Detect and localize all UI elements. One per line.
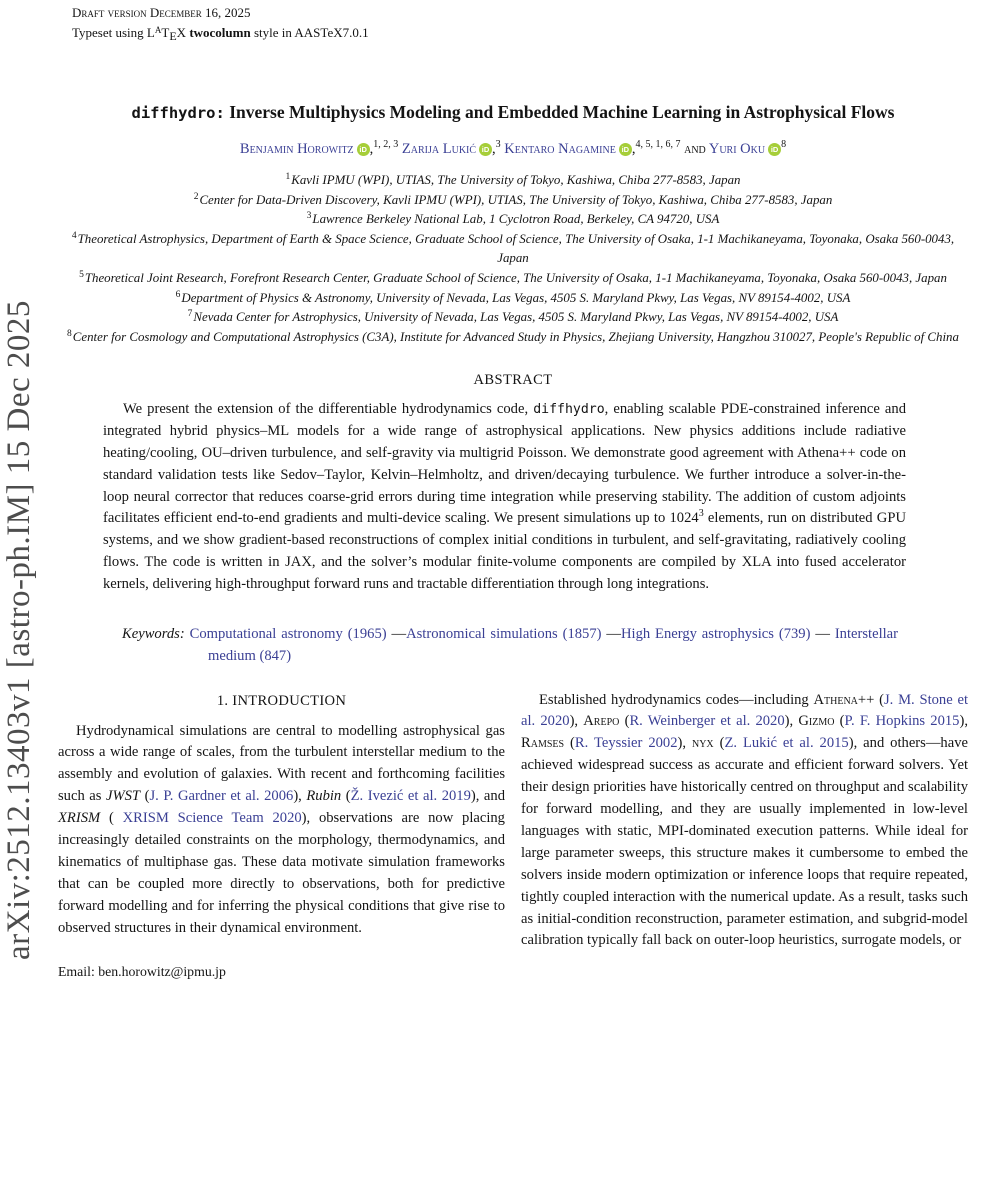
abstract-text: [103, 399, 906, 595]
text-segment: Ramses: [521, 735, 565, 752]
introduction-paragraph: [58, 721, 505, 940]
affiliation-number: 4: [71, 230, 77, 241]
affiliation-line: $^6$Department of Physics & Astronomy, University of Nevada, Las Vegas, 4505 S. Maryland Pkwy, Las Vegas, NV 89154-4002, USA: [175, 289, 851, 305]
affiliation-number: 2: [193, 191, 199, 202]
text-segment: JWST: [105, 788, 141, 805]
keyword-link[interactable]: High Energy astrophysics (739): [620, 625, 811, 642]
citation-link[interactable]: XRISM Science Team 2020: [122, 810, 302, 827]
citation-link[interactable]: J. P. Gardner et al. 2006: [149, 788, 294, 805]
text-segment: , enabling scalable PDE-constrained inference and integrated hybrid physics–ML models for a wide range of astrophysical applications. New physics additions include radiative heating/cooling, OU–driven turbulence, and self-gravity via multigrid Poisson. We demonstrate good agreement with Athena++ code on standard validation tests like Sedov–Taylor, Kelvin–Helmholtz, and driven/decaying turbulence. We further introduce a solver-in-the-loop neural corrector that reduces coarse-grid errors during time integration while preserving stability. The addition of custom adjoints facilitates efficient end-to-end gradients and multi-device scaling. We present simulations up to 1024: [103, 401, 906, 527]
section-heading-introduction: 1. INTRODUCTION: [216, 692, 347, 709]
text-segment: twocolumn: [189, 24, 251, 40]
affiliation-number: 5: [79, 269, 84, 280]
text-segment: (: [834, 713, 845, 730]
text-segment: (: [100, 810, 123, 827]
author-separator: ,: [492, 141, 496, 157]
affiliation-number: 6: [175, 289, 181, 300]
text-segment: Hydrodynamical simulations are central to modelling astrophysical gas across a wide range of scales, from the turbulent interstellar medium to the assembly and evolution of galaxies. With recent and forthcoming facilities such as: [58, 722, 505, 805]
text-segment: ), and: [470, 788, 506, 805]
text-segment: Typeset using: [72, 24, 147, 40]
affiliation-line: $^2$Center for Data-Driven Discovery, Kavli IPMU (WPI), UTIAS, The University of Tokyo, Kashiwa, Chiba 277-8583, Japan: [193, 191, 833, 207]
text-segment: diffhydro: [533, 402, 605, 418]
draft-header: [72, 5, 968, 44]
email-footnote: Email: ben.horowitz@ipmu.jp: [58, 963, 226, 979]
text-segment: —: [601, 625, 621, 642]
author-name: Benjamin Horowitz: [239, 141, 354, 157]
paper-title: [58, 101, 968, 124]
affiliation-line: $^3$Lawrence Berkeley National Lab, 1 Cyclotron Road, Berkeley, CA 94720, USA: [306, 211, 720, 227]
author-list: [58, 141, 968, 158]
text-segment: Rubin: [306, 788, 342, 805]
affiliation-number: 1: [285, 172, 291, 182]
authors-and-label: and: [684, 141, 709, 157]
text-segment: (: [564, 735, 575, 752]
affiliation-line: $^4$Theoretical Astrophysics, Department of Earth & Space Science, Graduate School of Science, The University of Osaka, 1-1 Machikaneyama, Toyonaka, Osaka 560-0043, Japan: [71, 230, 955, 266]
text-segment: We present the extension of the differentiable hydrodynamics code,: [123, 401, 534, 418]
text-segment: —: [386, 625, 407, 642]
text-segment: ), observations are now placing increasingly detailed constraints on the morphology, thermodynamics, and kinematics of multiphase gas. These data motivate simulation frameworks that can be coupled more directly to observations, both for predictive forward modelling and for inferring the physical conditions that give rise to observed structures in their dynamical environment.: [58, 810, 505, 936]
affiliation-line: $^8$Center for Cosmology and Computational Astrophysics (C3A), Institute for Advanced Study in Physics, Zhejiang University, Hangzhou 310027, People's Republic of China: [67, 328, 959, 344]
keyword-link[interactable]: Interstellar medium (847): [208, 625, 899, 664]
text-segment: ),: [569, 713, 584, 730]
orcid-icon[interactable]: iD: [479, 143, 492, 156]
citation-link[interactable]: P. F. Hopkins 2015: [844, 713, 960, 730]
citation-link[interactable]: Z. Lukić et al. 2015: [724, 735, 849, 752]
text-segment: ),: [293, 788, 307, 805]
typeset-line: [72, 22, 968, 45]
citation-link[interactable]: J. M. Stone et al. 2020: [521, 691, 968, 730]
text-segment: elements, run on distributed GPU systems, and we show gradient-based reconstructions of complex initial conditions in turbulent, and self-gravitating, radiatively cooling flows. The code is written in JAX, and the solver’s modular finite-volume components are compiled by XLA into fused accelerator kernels, delivering high-throughput forward runs and tractable differentiation through long integrations.: [103, 510, 906, 592]
text-segment: (: [140, 788, 150, 805]
text-segment: (: [713, 735, 725, 752]
affiliation-line: $^7$Nevada Center for Astrophysics, University of Nevada, Las Vegas, 4505 S. Maryland Pkwy, Las Vegas, NV 89154-4002, USA: [187, 309, 839, 325]
text-segment: $L^ATEX$: [146, 24, 187, 43]
text-segment: (: [619, 713, 630, 730]
author-affiliation-numbers: 1, 2, 3: [373, 139, 399, 150]
text-segment: Established hydrodynamics codes—including: [539, 691, 814, 708]
paper-page: [58, 0, 968, 980]
orcid-icon[interactable]: iD: [768, 143, 781, 156]
abstract-heading: ABSTRACT: [473, 372, 553, 389]
keywords-label: Keywords:: [122, 625, 185, 642]
keyword-link[interactable]: Computational astronomy (1965): [189, 625, 387, 642]
two-column-body: [58, 690, 968, 980]
text-segment: style in AASTeX7.0.1: [250, 24, 369, 40]
author-name: Kentaro Nagamine: [504, 141, 616, 157]
text-segment: —: [810, 625, 835, 642]
codes-paragraph: [521, 690, 968, 953]
text-segment: (: [341, 788, 351, 805]
arxiv-watermark: arXiv:2512.13403v1 [astro-ph.IM] 15 Dec 2025: [1, 300, 37, 960]
text-segment: Gizmo: [798, 713, 835, 730]
author-affiliation-numbers: 4, 5, 1, 6, 7: [635, 139, 681, 150]
text-segment: 3: [698, 508, 704, 520]
author-name: Zarija Lukić: [401, 141, 477, 157]
affiliation-number: 3: [306, 211, 312, 222]
citation-link[interactable]: R. Teyssier 2002: [574, 735, 678, 752]
keywords-links: [185, 626, 898, 664]
text-segment: Athena++: [813, 691, 875, 708]
text-segment: (: [874, 691, 884, 708]
title-code-name: diffhydro:: [131, 104, 225, 122]
author-affiliation-numbers: 3: [495, 139, 501, 150]
title-rest: Inverse Multiphysics Modeling and Embedded Machine Learning in Astrophysical Flows: [224, 102, 895, 122]
citation-link[interactable]: R. Weinberger et al. 2020: [629, 713, 785, 730]
text-segment: ),: [784, 713, 799, 730]
affiliation-line: $^5$Theoretical Joint Research, Forefront Research Center, Graduate School of Science, The University of Osaka, 1-1 Machikaneyama, Toyonaka, Osaka 560-0043, Japan: [79, 269, 947, 285]
author-separator: ,: [369, 141, 374, 157]
text-segment: ),: [959, 713, 968, 730]
orcid-icon[interactable]: iD: [619, 143, 632, 156]
affiliation-list: [58, 171, 968, 347]
citation-link[interactable]: Ž. Ivezić et al. 2019: [350, 788, 471, 805]
author-affiliation-numbers: 8: [781, 139, 787, 150]
keywords-line: [58, 623, 968, 667]
affiliation-number: 8: [67, 328, 72, 339]
text-segment: XRISM: [58, 810, 101, 827]
left-column: [58, 690, 505, 980]
text-segment: nyx: [691, 735, 714, 752]
author-name: Yuri Oku: [708, 141, 766, 157]
draft-version-line: Draft version December 16, 2025: [72, 5, 251, 20]
author-separator: ,: [631, 141, 636, 157]
text-segment: ),: [677, 735, 692, 752]
right-column: [521, 690, 968, 980]
affiliation-number: 7: [187, 309, 193, 320]
text-segment: ), and others—have achieved widespread success as accurate and efficient forward solvers. Yet their design priorities have historically centred on throughput and scalability for forward modelling, and they are usually implemented in low-level languages with static, MPI-dominated execution patterns. While ideal for large parameter sweeps, this structure makes it cumbersome to embed the solvers inside modern optimization or inference loops that require repeated, tightly coupled interaction with the numerical update. As a result, tasks such as initial-condition reconstruction, parameter estimation, and subgrid-model calibration typically fall back on outer-loop heuristics, surrogate models, or: [521, 735, 968, 949]
keyword-link[interactable]: Astronomical simulations (1857): [406, 625, 602, 642]
affiliation-line: $^1$Kavli IPMU (WPI), UTIAS, The University of Tokyo, Kashiwa, Chiba 277-8583, Japan: [285, 172, 741, 187]
text-segment: Arepo: [583, 713, 620, 730]
orcid-icon[interactable]: iD: [357, 143, 370, 156]
